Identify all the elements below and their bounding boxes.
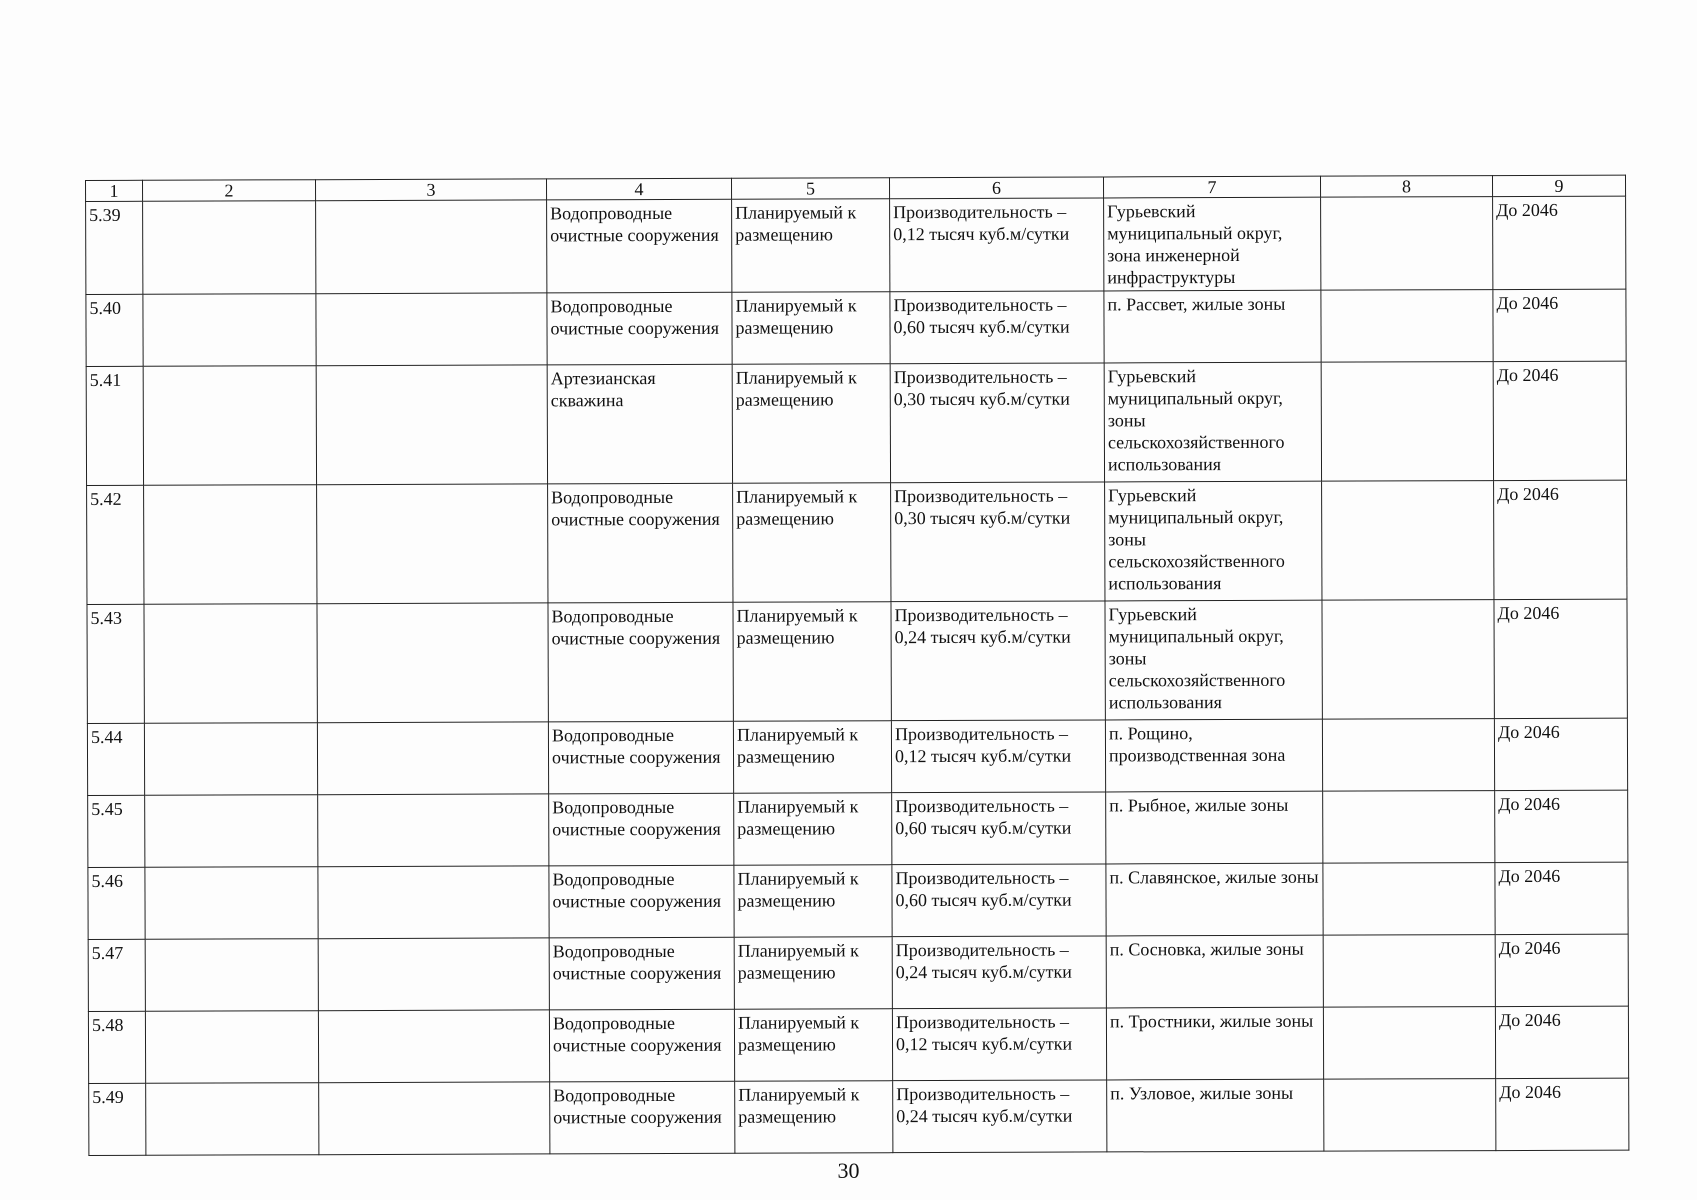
location-cell: Гурьевский муниципальный округ, зоны сельскохозяйственного использования [1105, 600, 1322, 720]
empty-cell [143, 201, 316, 295]
capacity-cell: Производительность – 0,24 тысяч куб.м/сутки [891, 601, 1105, 721]
capacity-cell: Производительность – 0,60 тысяч куб.м/сутки [892, 792, 1106, 865]
row-number: 5.46 [88, 867, 145, 939]
term-cell: До 2046 [1495, 862, 1628, 934]
empty-cell [1322, 719, 1494, 792]
empty-cell [1322, 481, 1494, 601]
table-row [87, 480, 1627, 604]
object-name-cell: Водопроводные очистные сооружения [550, 1081, 735, 1154]
location-cell: Гурьевский муниципальный округ, зоны сельскохозяйственного использования [1104, 362, 1321, 482]
table-row [89, 1078, 1629, 1155]
empty-cell [145, 939, 318, 1012]
object-name-cell: Водопроводные очистные сооружения [549, 937, 734, 1010]
column-header: 3 [316, 179, 547, 201]
term-cell: До 2046 [1495, 790, 1628, 862]
term-cell: До 2046 [1495, 934, 1628, 1006]
table-row [86, 196, 1626, 294]
row-number: 5.42 [87, 485, 144, 604]
capacity-cell: Производительность – 0,60 тысяч куб.м/сутки [892, 864, 1106, 937]
table-row [87, 599, 1627, 723]
status-cell: Планируемый к размещению [733, 483, 891, 603]
empty-cell [1322, 600, 1494, 720]
term-cell: До 2046 [1496, 1078, 1629, 1150]
table-body [86, 175, 1629, 1155]
table-row [86, 289, 1626, 366]
status-cell: Планируемый к размещению [734, 865, 892, 938]
table-row [88, 1006, 1628, 1083]
empty-cell [145, 795, 318, 868]
capacity-cell: Производительность – 0,24 тысяч куб.м/сутки [893, 1080, 1107, 1153]
empty-cell [318, 794, 549, 867]
empty-cell [145, 1011, 318, 1084]
status-cell: Планируемый к размещению [735, 1081, 893, 1154]
table-row [88, 790, 1628, 867]
document-sheet [85, 175, 1628, 1156]
object-name-cell: Водопроводные очистные сооружения [547, 199, 732, 293]
column-header: 2 [143, 180, 316, 202]
column-header: 5 [731, 178, 889, 200]
column-header: 7 [1103, 176, 1320, 198]
column-header: 4 [546, 178, 731, 200]
location-cell: п. Рощино, производственная зона [1105, 719, 1322, 792]
empty-cell [317, 722, 548, 795]
object-name-cell: Артезианская скважина [547, 364, 732, 484]
empty-cell [144, 604, 317, 724]
location-cell: п. Сосновка, жилые зоны [1106, 935, 1323, 1008]
location-cell: Гурьевский муниципальный округ, зоны сельскохозяйственного использования [1105, 481, 1322, 601]
column-header: 8 [1320, 176, 1492, 198]
empty-cell [1321, 197, 1493, 291]
empty-cell [145, 867, 318, 940]
location-cell: п. Узловое, жилые зоны [1107, 1079, 1324, 1152]
row-number: 5.40 [86, 294, 143, 366]
object-name-cell: Водопроводные очистные сооружения [549, 865, 734, 938]
empty-cell [1323, 1007, 1495, 1080]
empty-cell [1323, 791, 1495, 864]
table-row [88, 862, 1628, 939]
term-cell: До 2046 [1493, 361, 1626, 480]
empty-cell [319, 1082, 550, 1155]
empty-cell [1323, 863, 1495, 936]
empty-cell [144, 723, 317, 796]
object-name-cell: Водопроводные очистные сооружения [549, 1009, 734, 1082]
empty-cell [318, 866, 549, 939]
status-cell: Планируемый к размещению [733, 721, 891, 794]
term-cell: До 2046 [1494, 480, 1627, 599]
location-cell: п. Тростники, жилые зоны [1106, 1007, 1323, 1080]
status-cell: Планируемый к размещению [734, 1009, 892, 1082]
term-cell: До 2046 [1494, 718, 1627, 790]
term-cell: До 2046 [1494, 599, 1627, 718]
object-name-cell: Водопроводные очистные сооружения [547, 292, 732, 365]
empty-cell [316, 365, 547, 485]
capacity-cell: Производительность – 0,12 тысяч куб.м/сутки [891, 720, 1105, 793]
object-name-cell: Водопроводные очистные сооружения [548, 602, 733, 722]
facilities-table [85, 175, 1629, 1156]
row-number: 5.41 [86, 366, 143, 485]
empty-cell [1324, 1079, 1496, 1152]
capacity-cell: Производительность – 0,30 тысяч куб.м/сутки [891, 482, 1105, 602]
column-header: 9 [1492, 175, 1625, 196]
empty-cell [143, 294, 316, 367]
empty-cell [143, 366, 316, 486]
empty-cell [318, 1010, 549, 1083]
row-number: 5.49 [89, 1083, 146, 1155]
term-cell: До 2046 [1493, 196, 1626, 289]
term-cell: До 2046 [1495, 1006, 1628, 1078]
empty-cell [318, 938, 549, 1011]
status-cell: Планируемый к размещению [732, 199, 890, 293]
object-name-cell: Водопроводные очистные сооружения [548, 483, 733, 603]
table-row [88, 934, 1628, 1011]
object-name-cell: Водопроводные очистные сооружения [548, 721, 733, 794]
capacity-cell: Производительность – 0,60 тысяч куб.м/сутки [890, 291, 1104, 364]
location-cell: п. Славянское, жилые зоны [1106, 863, 1323, 936]
row-number: 5.44 [87, 723, 144, 795]
empty-cell [144, 485, 317, 605]
row-number: 5.39 [86, 201, 143, 294]
page-number: 30 [837, 1158, 860, 1183]
empty-cell [316, 293, 547, 366]
row-number: 5.48 [88, 1011, 145, 1083]
status-cell: Планируемый к размещению [734, 937, 892, 1010]
empty-cell [1321, 362, 1493, 482]
status-cell: Планируемый к размещению [734, 793, 892, 866]
capacity-cell: Производительность – 0,30 тысяч куб.м/сутки [890, 363, 1104, 483]
empty-cell [316, 200, 547, 294]
empty-cell [1321, 290, 1493, 363]
table-row [86, 361, 1626, 485]
location-cell: п. Рассвет, жилые зоны [1104, 290, 1321, 363]
empty-cell [146, 1083, 319, 1156]
capacity-cell: Производительность – 0,24 тысяч куб.м/сутки [892, 936, 1106, 1009]
column-header: 1 [86, 180, 143, 201]
capacity-cell: Производительность – 0,12 тысяч куб.м/сутки [890, 198, 1104, 292]
column-header: 6 [889, 177, 1103, 199]
table-row [87, 718, 1627, 795]
row-number: 5.47 [88, 939, 145, 1011]
location-cell: п. Рыбное, жилые зоны [1106, 791, 1323, 864]
empty-cell [317, 484, 548, 604]
term-cell: До 2046 [1493, 289, 1626, 361]
empty-cell [1323, 935, 1495, 1008]
status-cell: Планируемый к размещению [733, 602, 891, 722]
status-cell: Планируемый к размещению [732, 364, 890, 484]
capacity-cell: Производительность – 0,12 тысяч куб.м/сутки [892, 1008, 1106, 1081]
status-cell: Планируемый к размещению [732, 292, 890, 365]
object-name-cell: Водопроводные очистные сооружения [549, 793, 734, 866]
row-number: 5.45 [88, 795, 145, 867]
empty-cell [317, 603, 548, 723]
row-number: 5.43 [87, 604, 144, 723]
location-cell: Гурьевский муниципальный округ, зона инженерной инфраструктуры [1104, 197, 1321, 291]
